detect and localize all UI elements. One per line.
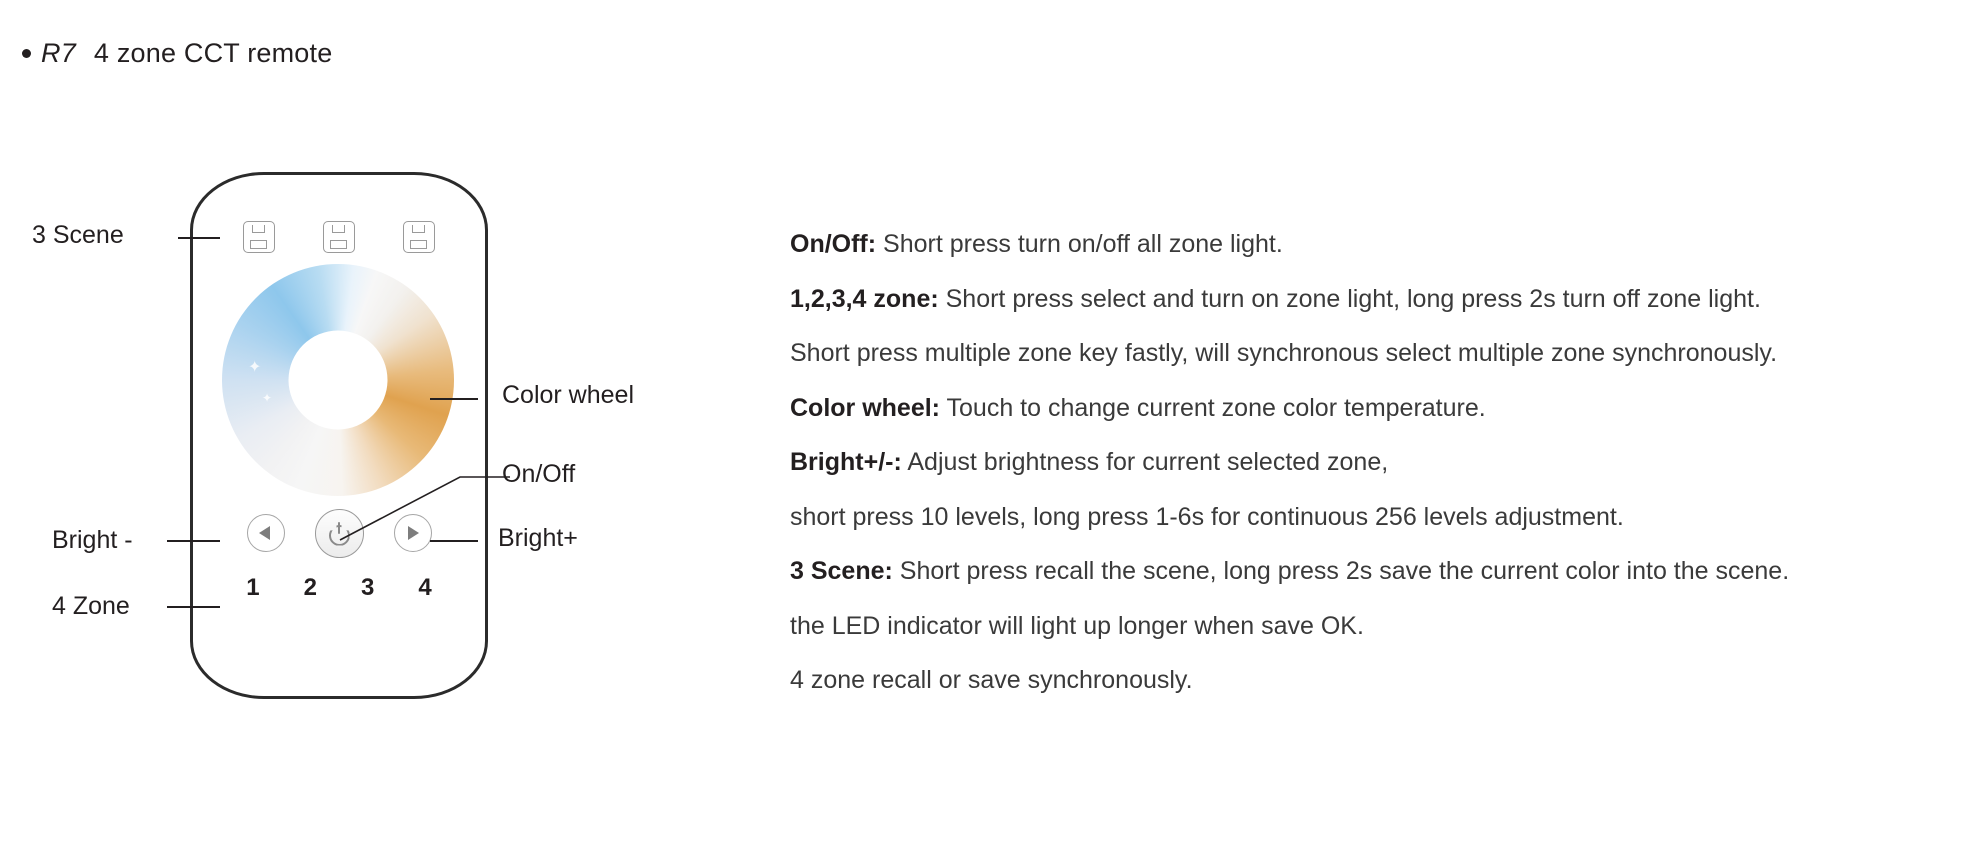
- desc-text-on-off: Short press turn on/off all zone light.: [876, 230, 1283, 258]
- callout-bright-minus: Bright -: [52, 526, 133, 554]
- sparkle-icon: ✦: [248, 359, 262, 376]
- desc-line-4: [790, 386, 1930, 431]
- desc-line-5: [790, 440, 1930, 485]
- leader-line-scene: [178, 237, 220, 239]
- leader-line-on-off: [340, 460, 520, 550]
- page-title-model: R7: [41, 38, 76, 68]
- desc-text-bright: Adjust brightness for current selected zone,: [901, 448, 1389, 476]
- desc-line-3: [790, 331, 1930, 376]
- callout-bright-plus: Bright+: [498, 524, 578, 552]
- callout-4-zone: 4 Zone: [52, 592, 130, 620]
- leader-line-bright-plus: [430, 540, 478, 542]
- desc-text-scene-cont: the LED indicator will light up longer when save OK.: [790, 611, 1364, 640]
- zone-label-2[interactable]: 2: [303, 574, 317, 601]
- leader-line-color-wheel: [430, 398, 478, 400]
- desc-line-6: [790, 495, 1930, 540]
- zone-number-row: [190, 574, 488, 602]
- scene-button-row: [190, 216, 488, 258]
- zone-label-1[interactable]: 1: [246, 574, 260, 601]
- desc-label-scene: 3 Scene:: [790, 557, 893, 585]
- desc-text-scene-sync: 4 zone recall or save synchronously.: [790, 666, 1193, 694]
- scene-button-3[interactable]: [403, 221, 435, 253]
- callout-color-wheel: Color wheel: [502, 381, 635, 409]
- zone-label-4[interactable]: 4: [418, 574, 432, 601]
- sparkle-icon: ✦: [262, 391, 273, 405]
- leader-line-zone: [167, 606, 220, 608]
- bright-down-button[interactable]: [247, 514, 285, 552]
- desc-line-9: [790, 658, 1930, 703]
- leader-line-bright-minus: [167, 540, 220, 542]
- desc-line-2: [790, 277, 1930, 322]
- description-block: [790, 222, 1930, 713]
- remote-diagram: [0, 0, 760, 862]
- desc-line-1: [790, 222, 1930, 267]
- desc-label-zone: 1,2,3,4 zone:: [790, 284, 939, 313]
- desc-text-scene: Short press recall the scene, long press 2s save the current color into the scene.: [892, 557, 1790, 585]
- zone-label-3[interactable]: 3: [361, 574, 375, 601]
- desc-text-zone-cont: Short press multiple zone key fastly, will synchronous select multiple zone synchronously.: [790, 339, 1778, 367]
- callout-on-off: On/Off: [502, 460, 576, 488]
- scene-button-1[interactable]: [243, 221, 275, 253]
- desc-text-bright-cont: short press 10 levels, long press 1-6s for continuous 256 levels adjustment.: [790, 502, 1624, 531]
- desc-text-color-wheel: Touch to change current zone color temperature.: [940, 393, 1486, 422]
- desc-line-8: [790, 604, 1930, 649]
- desc-line-7: [790, 549, 1930, 594]
- desc-label-on-off: On/Off:: [790, 230, 877, 258]
- callout-3-scene: 3 Scene: [32, 221, 124, 249]
- color-wheel-center: [289, 331, 388, 430]
- scene-button-2[interactable]: [323, 221, 355, 253]
- triangle-left-icon: [259, 526, 270, 540]
- desc-label-bright: Bright+/-:: [790, 448, 902, 476]
- page-title-text: 4 zone CCT remote: [93, 38, 333, 68]
- desc-text-zone: Short press select and turn on zone light, long press 2s turn off zone light.: [938, 284, 1761, 313]
- desc-label-color-wheel: Color wheel:: [790, 393, 941, 422]
